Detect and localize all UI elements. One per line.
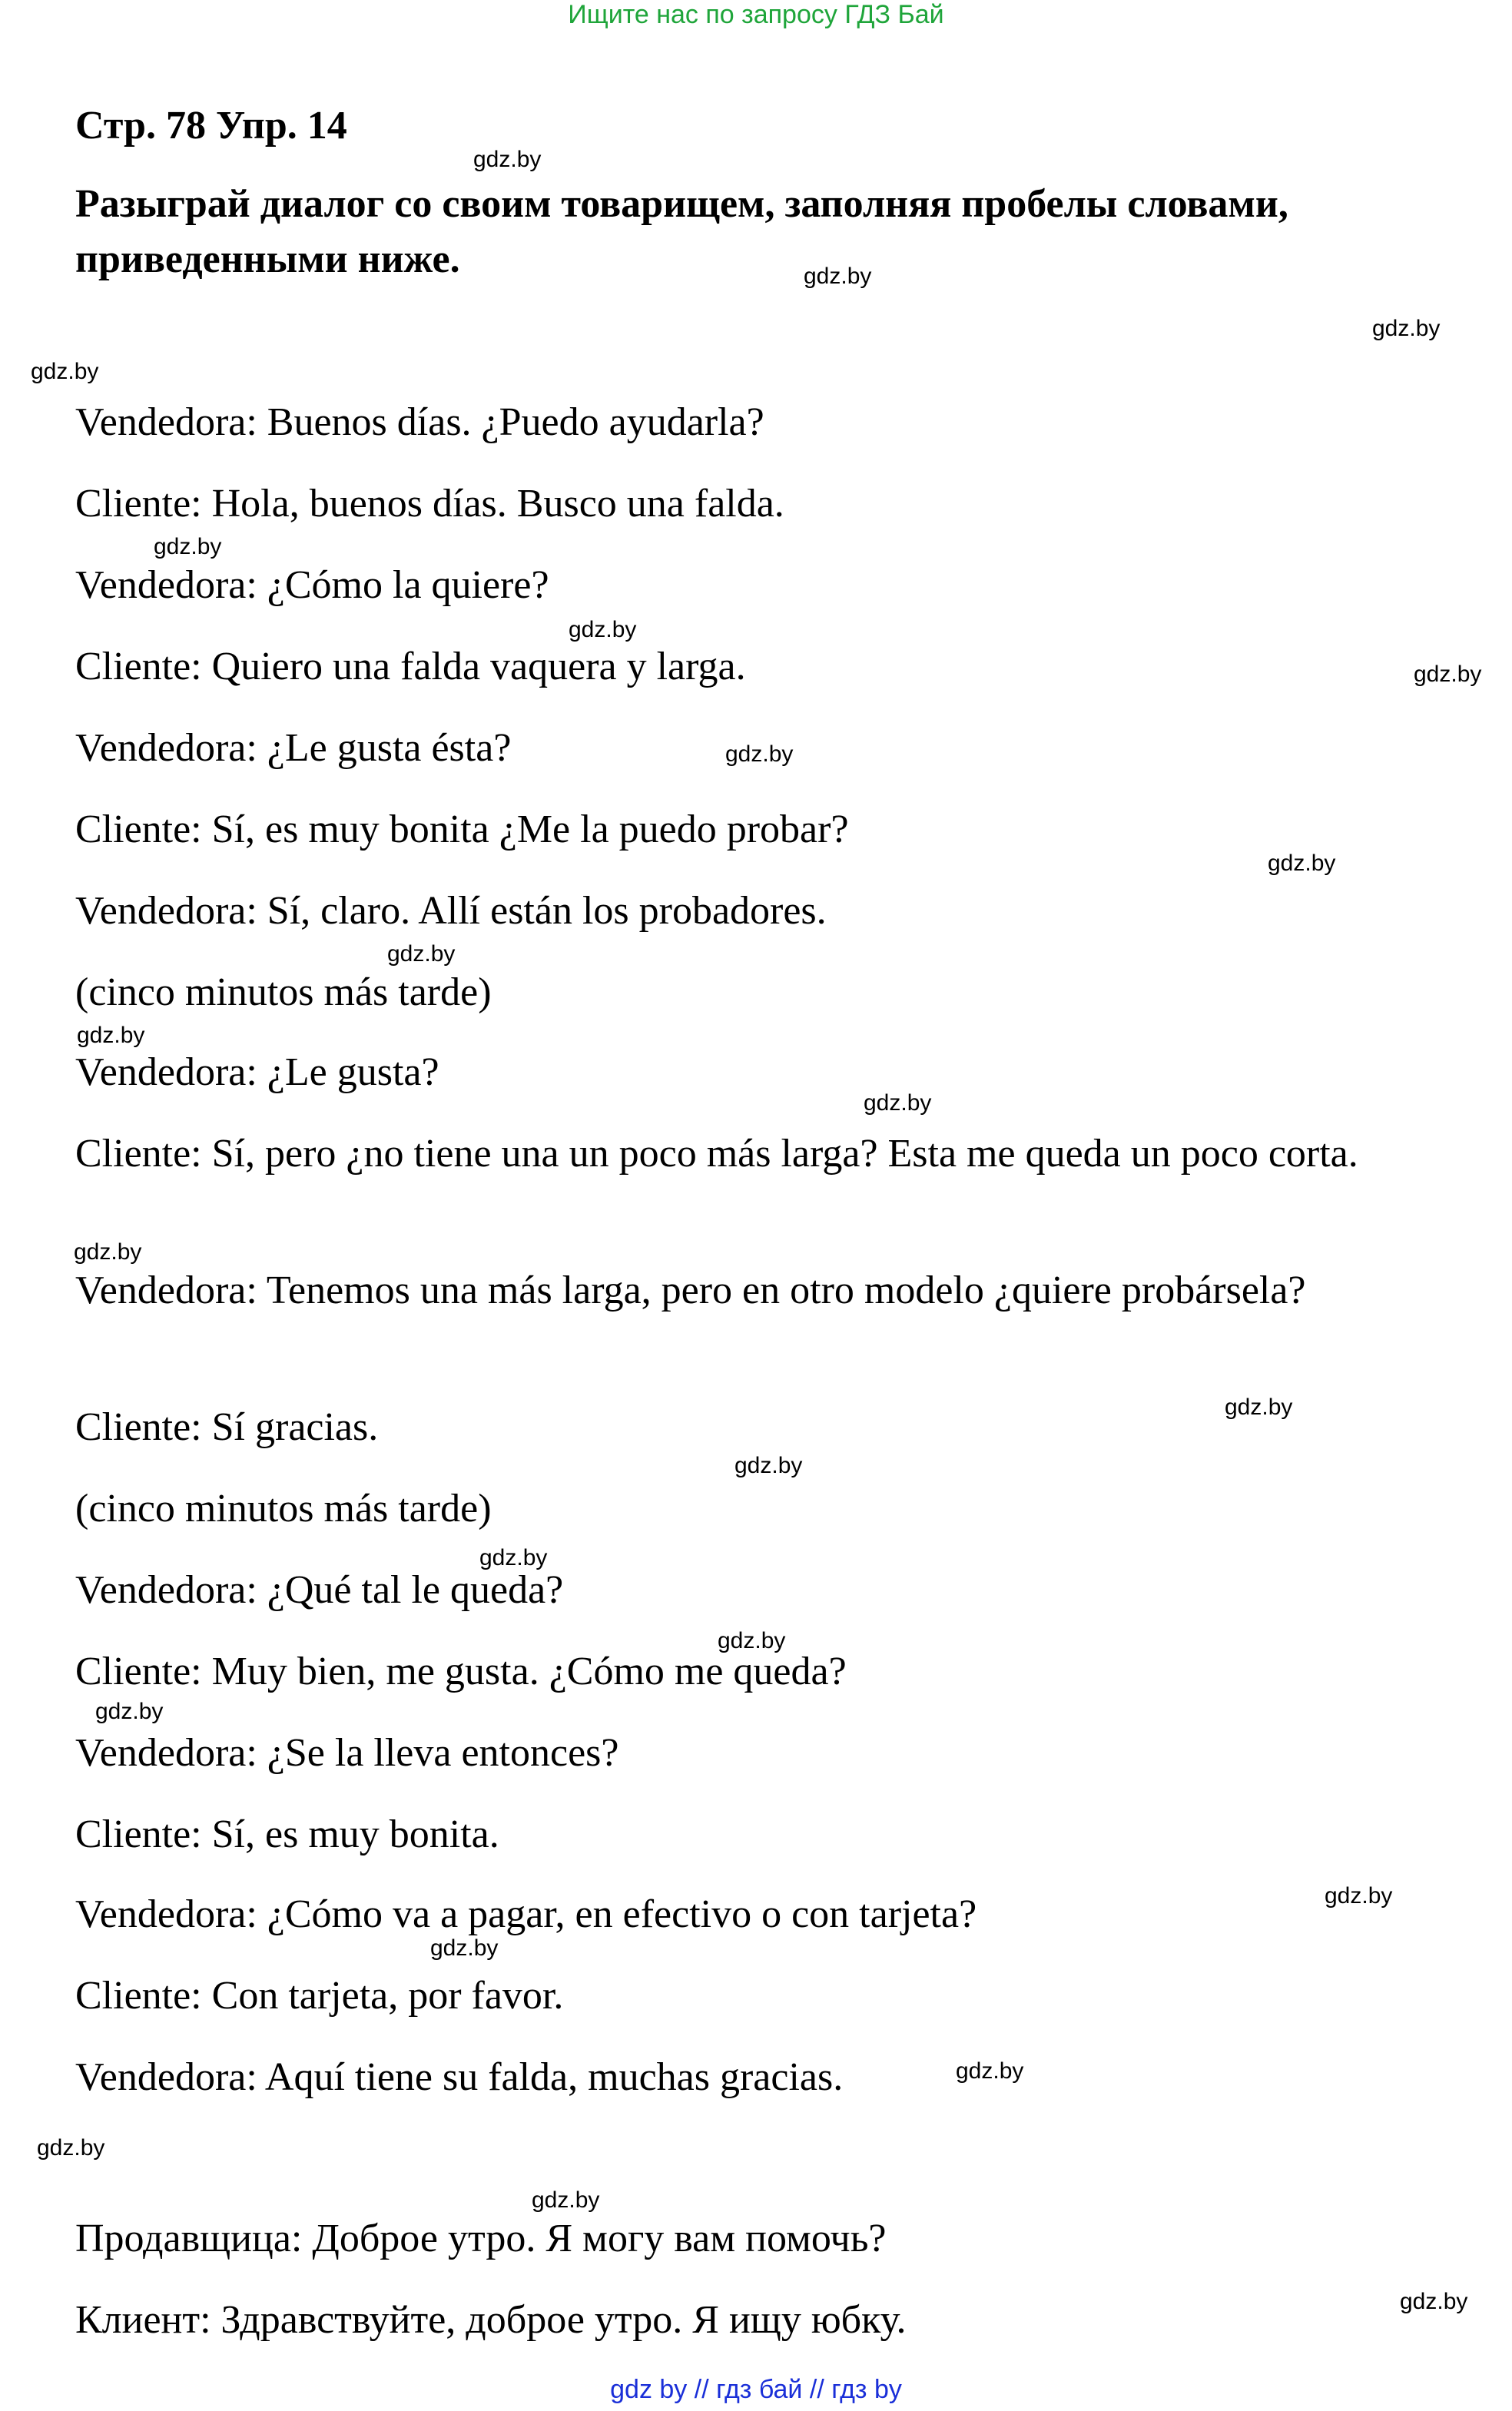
watermark: gdz.by [725, 741, 794, 767]
translation-line: Клиент: Здравствуйте, доброе утро. Я ищу юбку. [75, 2298, 907, 2342]
dialogue-line: Cliente: Con tarjeta, por favor. [75, 1974, 564, 2018]
dialogue-line: Cliente: Muy bien, me gusta. ¿Cómo me queda? [75, 1650, 847, 1693]
dialogue-line: Vendedora: ¿Se la lleva entonces? [75, 1731, 619, 1775]
watermark: gdz.by [1325, 1883, 1393, 1909]
watermark: gdz.by [1414, 662, 1482, 687]
watermark: gdz.by [77, 1023, 145, 1048]
dialogue-line: Vendedora: ¿Le gusta ésta? [75, 726, 512, 770]
dialogue-line: (cinco minutos más tarde) [75, 1487, 492, 1531]
translation-line: Продавщица: Доброе утро. Я могу вам помочь? [75, 2217, 887, 2260]
dialogue-line: Vendedora: ¿Cómo la quiere? [75, 563, 549, 607]
watermark: gdz.by [31, 359, 99, 384]
top-banner: Ищите нас по запросу ГДЗ Бай [568, 0, 944, 29]
watermark: gdz.by [718, 1628, 786, 1653]
watermark: gdz.by [387, 941, 456, 967]
watermark: gdz.by [734, 1453, 803, 1478]
watermark: gdz.by [95, 1699, 164, 1724]
dialogue-line: Cliente: Sí, pero ¿no tiene una un poco más larga? Esta me queda un poco corta. [75, 1132, 1358, 1176]
dialogue-line: Cliente: Quiero una falda vaquera y larga. [75, 645, 746, 688]
page-heading: Стр. 78 Упр. 14 [75, 104, 347, 148]
dialogue-line: Cliente: Sí, es muy bonita ¿Me la puedo probar? [75, 808, 849, 851]
dialogue-line: Cliente: Sí gracias. [75, 1405, 379, 1449]
watermark: gdz.by [864, 1090, 932, 1116]
dialogue-line: Cliente: Sí, es muy bonita. [75, 1812, 499, 1856]
watermark: gdz.by [804, 264, 872, 289]
task-instruction: Разыграй диалог со своим товарищем, заполняя пробелы словами, приведенными ниже. [75, 182, 1288, 281]
dialogue-line: Cliente: Hola, buenos días. Busco una falda. [75, 482, 784, 526]
dialogue-line: (cinco minutos más tarde) [75, 970, 492, 1014]
dialogue-line: Vendedora: Sí, claro. Allí están los probadores. [75, 889, 827, 933]
dialogue-line: Vendedora: Tenemos una más larga, pero en otro modelo ¿quiere probársela? [75, 1269, 1306, 1312]
dialogue-line: Vendedora: ¿Le gusta? [75, 1050, 439, 1094]
watermark: gdz.by [532, 2187, 600, 2213]
dialogue-line: Vendedora: ¿Qué tal le queda? [75, 1568, 564, 1612]
watermark: gdz.by [37, 2135, 105, 2161]
watermark: gdz.by [1372, 316, 1441, 341]
dialogue-line: Vendedora: Buenos días. ¿Puedo ayudarla? [75, 400, 764, 444]
watermark: gdz.by [1268, 851, 1336, 876]
watermark: gdz.by [74, 1239, 142, 1265]
watermark: gdz.by [1400, 2289, 1468, 2314]
watermark: gdz.by [479, 1545, 548, 1570]
bottom-banner: gdz by // гдз бай // гдз by [610, 2375, 902, 2404]
watermark: gdz.by [473, 147, 542, 172]
dialogue-line: Vendedora: ¿Cómo va a pagar, en efectivo o con tarjeta? [75, 1892, 977, 1936]
watermark: gdz.by [956, 2058, 1024, 2084]
watermark: gdz.by [569, 617, 637, 642]
watermark: gdz.by [1225, 1395, 1293, 1420]
watermark: gdz.by [154, 534, 222, 559]
dialogue-line: Vendedora: Aquí tiene su falda, muchas gracias. [75, 2055, 844, 2099]
watermark: gdz.by [430, 1935, 499, 1961]
